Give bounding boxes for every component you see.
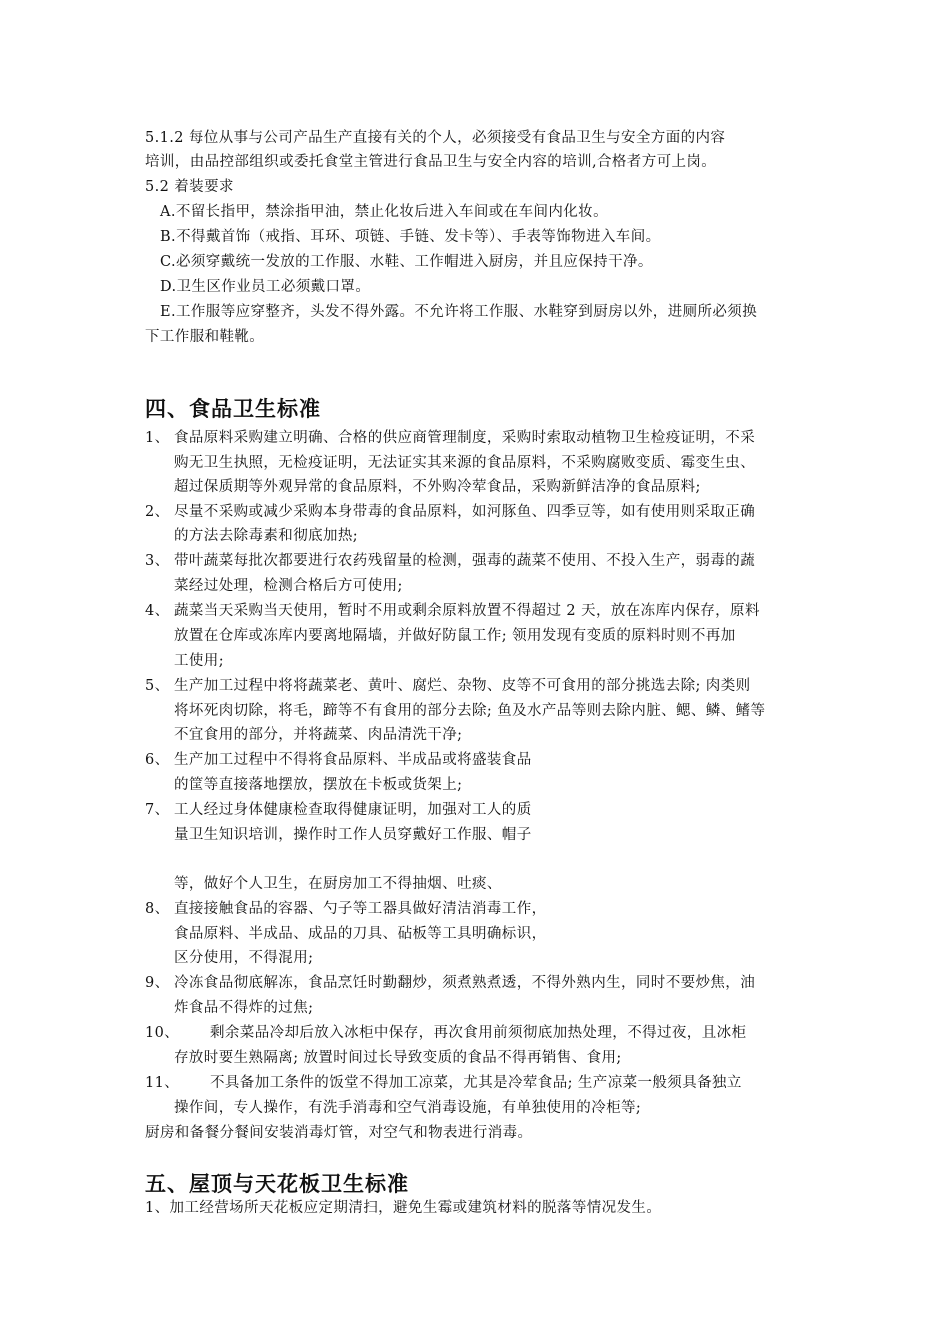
- list-number: 3、: [145, 553, 170, 569]
- list-item-9-line2: 炸食品不得炸的过焦;: [174, 1000, 314, 1016]
- para-52-title: 5.2 着装要求: [145, 179, 234, 195]
- list-item-10-line1: 剩余菜品冷却后放入冰柜中保存，再次食用前须彻底加热处理，不得过夜，且冰柜: [210, 1025, 747, 1041]
- list-item-1-line3: 超过保质期等外观异常的食品原料，不外购冷荤食品，采购新鲜洁净的食品原料;: [174, 479, 701, 495]
- ceiling-item-1: 1、加工经营场所天花板应定期清扫，避免生霉或建筑材料的脱落等情况发生。: [145, 1200, 662, 1216]
- dress-item-d: D.卫生区作业员工必须戴口罩。: [160, 279, 371, 295]
- list-item-1-line2: 购无卫生执照，无检疫证明，无法证实其来源的食品原料，不采购腐败变质、霉变生虫、: [174, 455, 756, 471]
- dress-item-c: C.必须穿戴统一发放的工作服、水鞋、工作帽进入厨房，并且应保持干净。: [160, 254, 653, 270]
- list-item-11-line2: 操作间，专人操作，有洗手消毒和空气消毒设施，有单独使用的冷柜等;: [174, 1100, 642, 1116]
- list-number: 10、: [145, 1025, 180, 1041]
- list-item-1-line1: 食品原料采购建立明确、合格的供应商管理制度，采购时索取动植物卫生检疫证明，不采: [174, 430, 756, 446]
- list-item-8-line3: 区分使用，不得混用;: [174, 950, 314, 966]
- list-item-5-line3: 不宜食用的部分，并将蔬菜、肉品清洗干净;: [174, 727, 463, 743]
- dress-item-b: B.不得戴首饰（戒指、耳环、项链、手链、发卡等）、手表等饰物进入车间。: [160, 229, 661, 245]
- list-item-4-line2: 放置在仓库或冻库内要离地隔墙，并做好防鼠工作; 领用发现有变质的原料时则不再加: [174, 628, 736, 644]
- list-number: 5、: [145, 678, 170, 694]
- list-item-11-line1: 不具备加工条件的饭堂不得加工凉菜，尤其是冷荤食品; 生产凉菜一般须具备独立: [210, 1075, 742, 1091]
- para-512-line1: 5.1.2 每位从事与公司产品生产直接有关的个人，必须接受有食品卫生与安全方面的内容: [145, 130, 726, 146]
- list-number: 9、: [145, 975, 170, 991]
- list-number: 1、: [145, 430, 170, 446]
- list-item-2-line2: 的方法去除毒素和彻底加热;: [174, 528, 359, 544]
- list-item-3-line2: 菜经过处理，检测合格后方可使用;: [174, 578, 403, 594]
- list-number: 4、: [145, 603, 170, 619]
- list-item-7-line3: 等，做好个人卫生，在厨房加工不得抽烟、吐痰、: [174, 876, 502, 892]
- list-item-6-line1: 生产加工过程中不得将食品原料、半成品或将盛装食品: [174, 752, 532, 768]
- disinfection-note: 厨房和备餐分餐间安装消毒灯管，对空气和物表进行消毒。: [145, 1125, 533, 1141]
- list-item-8-line1: 直接接触食品的容器、勺子等工器具做好清洁消毒工作，: [174, 901, 547, 917]
- list-number: 7、: [145, 802, 170, 818]
- list-item-3-line1: 带叶蔬菜每批次都要进行农药残留量的检测，强毒的蔬菜不使用、不投入生产，弱毒的蔬: [174, 553, 756, 569]
- list-item-10-line2: 存放时要生熟隔离; 放置时间过长导致变质的食品不得再销售、食用;: [174, 1050, 622, 1066]
- dress-item-e-line1: E.工作服等应穿整齐，头发不得外露。不允许将工作服、水鞋穿到厨房以外，进厕所必须换: [160, 304, 758, 320]
- list-number: 2、: [145, 504, 170, 520]
- list-item-4-line1: 蔬菜当天采购当天使用，暂时不用或剩余原料放置不得超过 2 天，放在冻库内保存，原料: [174, 603, 760, 619]
- heading-ceiling-hygiene: 五、屋顶与天花板卫生标准: [145, 1172, 409, 1196]
- dress-item-a: A.不留长指甲，禁涂指甲油，禁止化妆后进入车间或在车间内化妆。: [160, 204, 608, 220]
- list-item-6-line2: 的筐等直接落地摆放，摆放在卡板或货架上;: [174, 777, 463, 793]
- list-item-8-line2: 食品原料、半成品、成品的刀具、砧板等工具明确标识，: [174, 926, 547, 942]
- para-512-line2: 培训，由品控部组织或委托食堂主管进行食品卫生与安全内容的培训,合格者方可上岗。: [145, 154, 717, 170]
- list-item-5-line2: 将坏死肉切除，将毛，蹄等不有食用的部分去除; 鱼及水产品等则去除内脏、鳃、鳞、鳍等: [174, 703, 766, 719]
- list-item-4-line3: 工使用;: [174, 653, 224, 669]
- heading-food-hygiene: 四、食品卫生标准: [145, 397, 321, 421]
- list-number: 6、: [145, 752, 170, 768]
- list-item-2-line1: 尽量不采购或减少采购本身带毒的食品原料，如河豚鱼、四季豆等，如有使用则采取正确: [174, 504, 756, 520]
- list-item-9-line1: 冷冻食品彻底解冻，食品烹饪时勤翻炒，须煮熟煮透，不得外熟内生，同时不要炒焦，油: [174, 975, 756, 991]
- list-item-7-line1: 工人经过身体健康检查取得健康证明，加强对工人的质: [174, 802, 532, 818]
- list-number: 8、: [145, 901, 170, 917]
- list-item-7-line2: 量卫生知识培训，操作时工作人员穿戴好工作服、帽子: [174, 827, 532, 843]
- dress-item-e-line2: 下工作服和鞋靴。: [145, 329, 265, 345]
- list-number: 11、: [145, 1075, 180, 1091]
- list-item-5-line1: 生产加工过程中将将蔬菜老、黄叶、腐烂、杂物、皮等不可食用的部分挑选去除; 肉类则: [174, 678, 751, 694]
